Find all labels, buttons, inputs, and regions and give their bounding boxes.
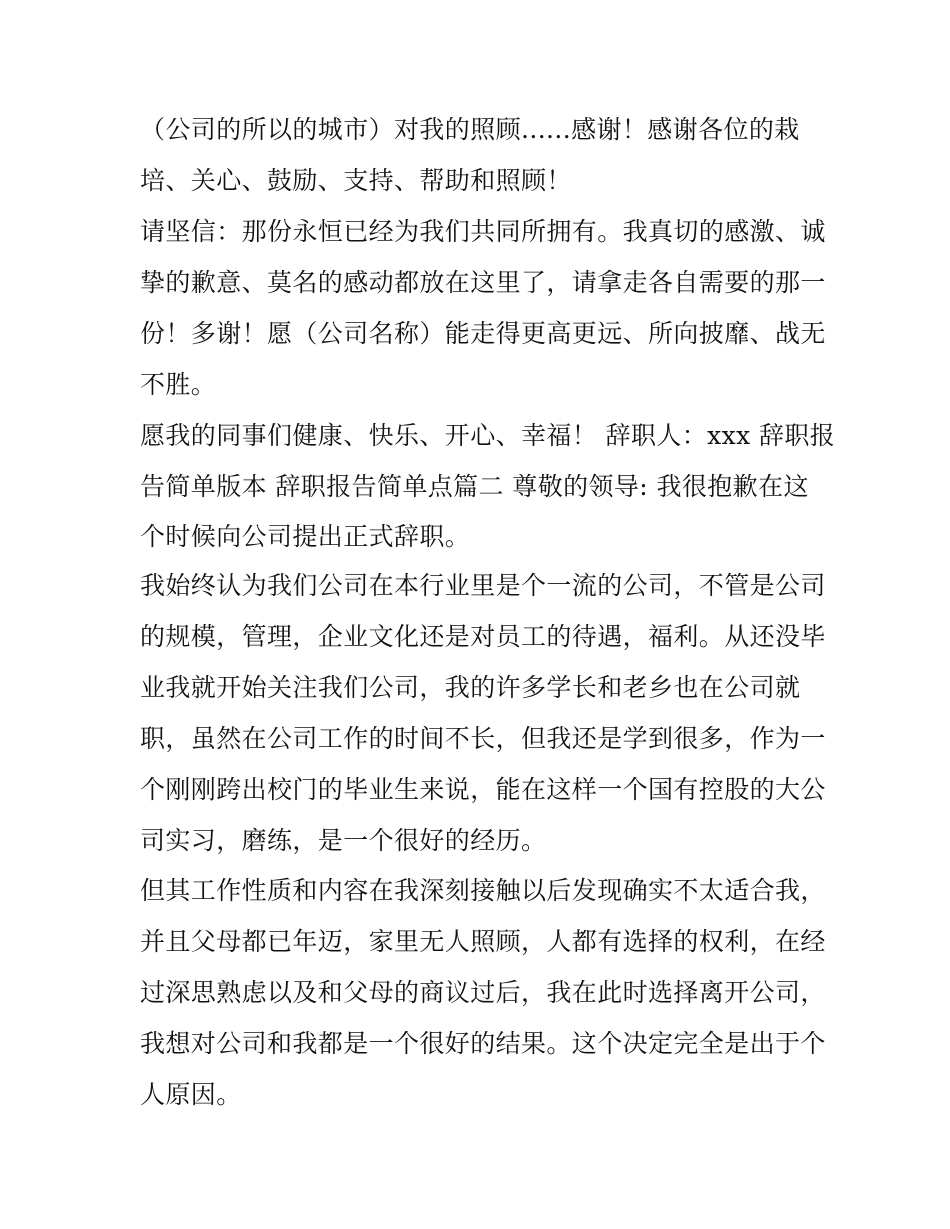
text-line: 过深思熟虑以及和父母的商议过后，我在此时选择离开公司， — [140, 978, 826, 1007]
text-line: 告简单版本 辞职报告简单点篇二 尊敬的领导: 我很抱歉在这 — [140, 472, 809, 501]
text-line: 人原因。 — [140, 1080, 242, 1109]
text-line: 职，虽然在公司工作的时间不长，但我还是学到很多，作为一 — [140, 724, 826, 753]
text-line: 的规模，管理，企业文化还是对员工的待遇，福利。从还没毕 — [140, 622, 826, 651]
text-line: 司实习，磨练，是一个很好的经历。 — [140, 826, 547, 855]
text-line: 我想对公司和我都是一个很好的结果。这个决定完全是出于个 — [140, 1029, 826, 1058]
text-line: 挚的歉意、莫名的感动都放在这里了，请拿走各自需要的那一 — [140, 268, 826, 297]
text-line: 个刚刚跨出校门的毕业生来说，能在这样一个国有控股的大公 — [140, 775, 826, 804]
text-line: 不胜。 — [140, 370, 217, 399]
text-line: 但其工作性质和内容在我深刻接触以后发现确实不太适合我， — [140, 876, 826, 905]
text-line: 请坚信：那份永恒已经为我们共同所拥有。我真切的感激、诚 — [140, 217, 826, 246]
text-line: 业我就开始关注我们公司，我的许多学长和老乡也在公司就 — [140, 673, 801, 702]
text-line: 愿我的同事们健康、快乐、开心、幸福！ 辞职人：xxx 辞职报 — [140, 421, 836, 450]
text-line: 培、关心、鼓励、支持、帮助和照顾！ — [140, 166, 572, 195]
text-line: 份！多谢！愿（公司名称）能走得更高更远、所向披靡、战无 — [140, 319, 826, 348]
text-line: 并且父母都已年迈，家里无人照顾，人都有选择的权利，在经 — [140, 927, 826, 956]
text-line: （公司的所以的城市）对我的照顾......感谢！感谢各位的栽 — [140, 115, 800, 144]
text-line: 我始终认为我们公司在本行业里是个一流的公司，不管是公司 — [140, 571, 826, 600]
text-line: 个时候向公司提出正式辞职。 — [140, 522, 471, 551]
